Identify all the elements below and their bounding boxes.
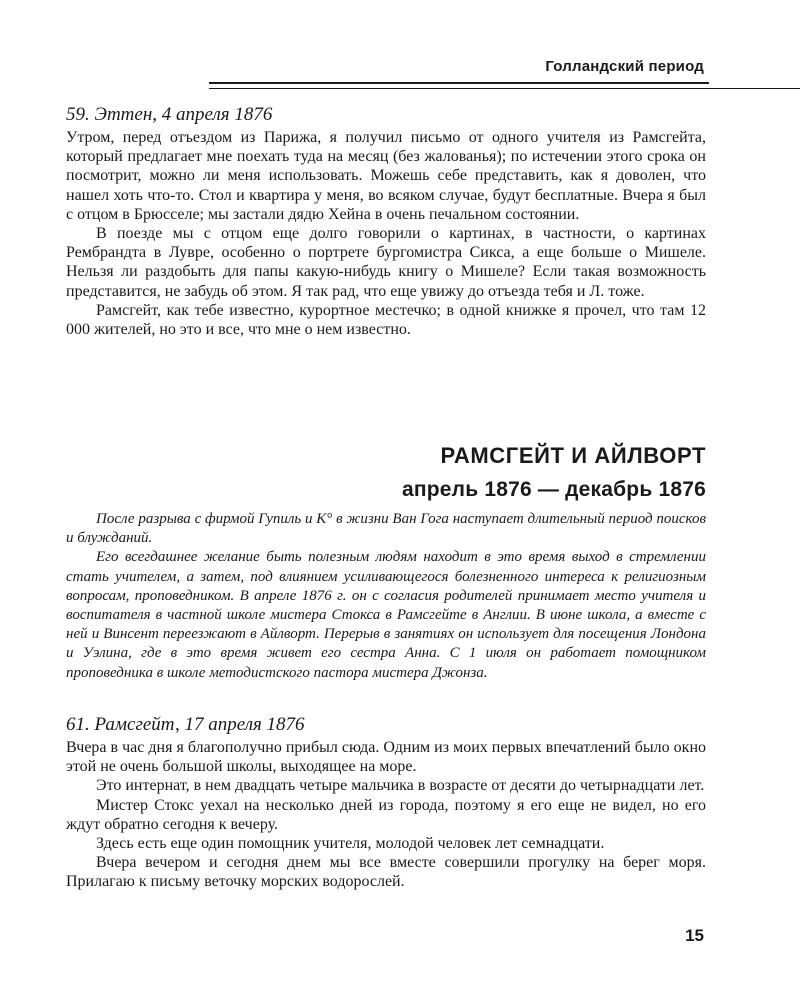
intro-paragraph: Его всегдашнее желание быть полезным людям находит в это время выход в стремлении стать учителем, а затем, под влиянием усиливающегося болезненного интереса к религиозным вопросам, проповедником. В апреле 1876 г. он с согласия родителей принимает место учителя и воспитателя в частной школе мистера Стокса в Рамсгейте в Англии. В июне школа, а вместе с ней и Винсент переезжают в Айлворт. Перерыв в занятиях он использует для посещения Лондона и Уэлина, где в это время живет его сестра Анна. С 1 июля он работает помощником проповедника в школе методистского пастора мистера Джонза.	[66, 549, 706, 681]
letter-paragraph: Здесь есть еще один помощник учителя, молодой человек лет семнадцати.	[96, 835, 605, 853]
header-rule-thick	[209, 82, 709, 84]
letter-paragraph: Рамсгейт, как тебе известно, курортное местечко; в одной книжке я прочел, что там 12 000 жителей, но это и все, что мне о нем известно.	[66, 301, 706, 339]
header-rule-thin	[209, 88, 800, 89]
letter-paragraph: В поезде мы с отцом еще долго говорили о картинах, в частности, о картинах Рембрандта в Лувре, особенно о портрете бургомистра Сикса, а еще больше о Мишеле. Нельзя ли раздобыть для папы какую-нибудь книгу о Мишеле? Если такая возможность представится, не забудь об этом. Я так рад, что еще увижу до отъезда тебя и Л. тоже.	[66, 225, 706, 300]
letter-heading: 61. Рамсгейт, 17 апреля 1876	[66, 714, 305, 735]
letter-heading: 59. Эттен, 4 апреля 1876	[66, 104, 273, 125]
section-title: РАМСГЕЙТ И АЙЛВОРТ	[440, 443, 706, 468]
page-number: 15	[685, 926, 704, 945]
letter-paragraph: Вчера в час дня я благополучно прибыл сюда. Одним из моих первых впечатлений было окно этой не очень большой школы, выходящее на море.	[66, 739, 706, 776]
letter-61	[66, 714, 706, 892]
section-intro	[66, 510, 706, 683]
section-dates: апрель 1876 — декабрь 1876	[402, 478, 706, 501]
letter-paragraph: Вчера вечером и сегодня днем мы все вместе совершили прогулку на берег моря. Прилагаю к письму веточку морских водорослей.	[66, 854, 706, 891]
letter-59	[66, 104, 706, 339]
intro-paragraph: После разрыва с фирмой Гупиль и К° в жизни Ван Гога наступает длительный период поисков и блужданий.	[66, 511, 706, 547]
running-head: Голландский период	[545, 58, 704, 75]
letter-paragraph: Это интернат, в нем двадцать четыре мальчика в возрасте от десяти до четырнадцати лет.	[96, 777, 705, 795]
letter-paragraph: Мистер Стокс уехал на несколько дней из города, поэтому я его еще не видел, но его ждут обратно сегодня к вечеру.	[66, 796, 706, 833]
letter-paragraph: Утром, перед отъездом из Парижа, я получил письмо от одного учителя из Рамсгейта, который предлагает мне поехать туда на месяц (без жалованья); по истечении этого срока он посмотрит, можно ли меня использовать. Можешь себе представить, как я доволен, что нашел хоть что-то. Стол и квартира у меня, во всяком случае, будут бесплатные. Вчера я был с отцом в Брюсселе; мы застали дядю Хейна в очень печальном состоянии.	[66, 129, 706, 223]
